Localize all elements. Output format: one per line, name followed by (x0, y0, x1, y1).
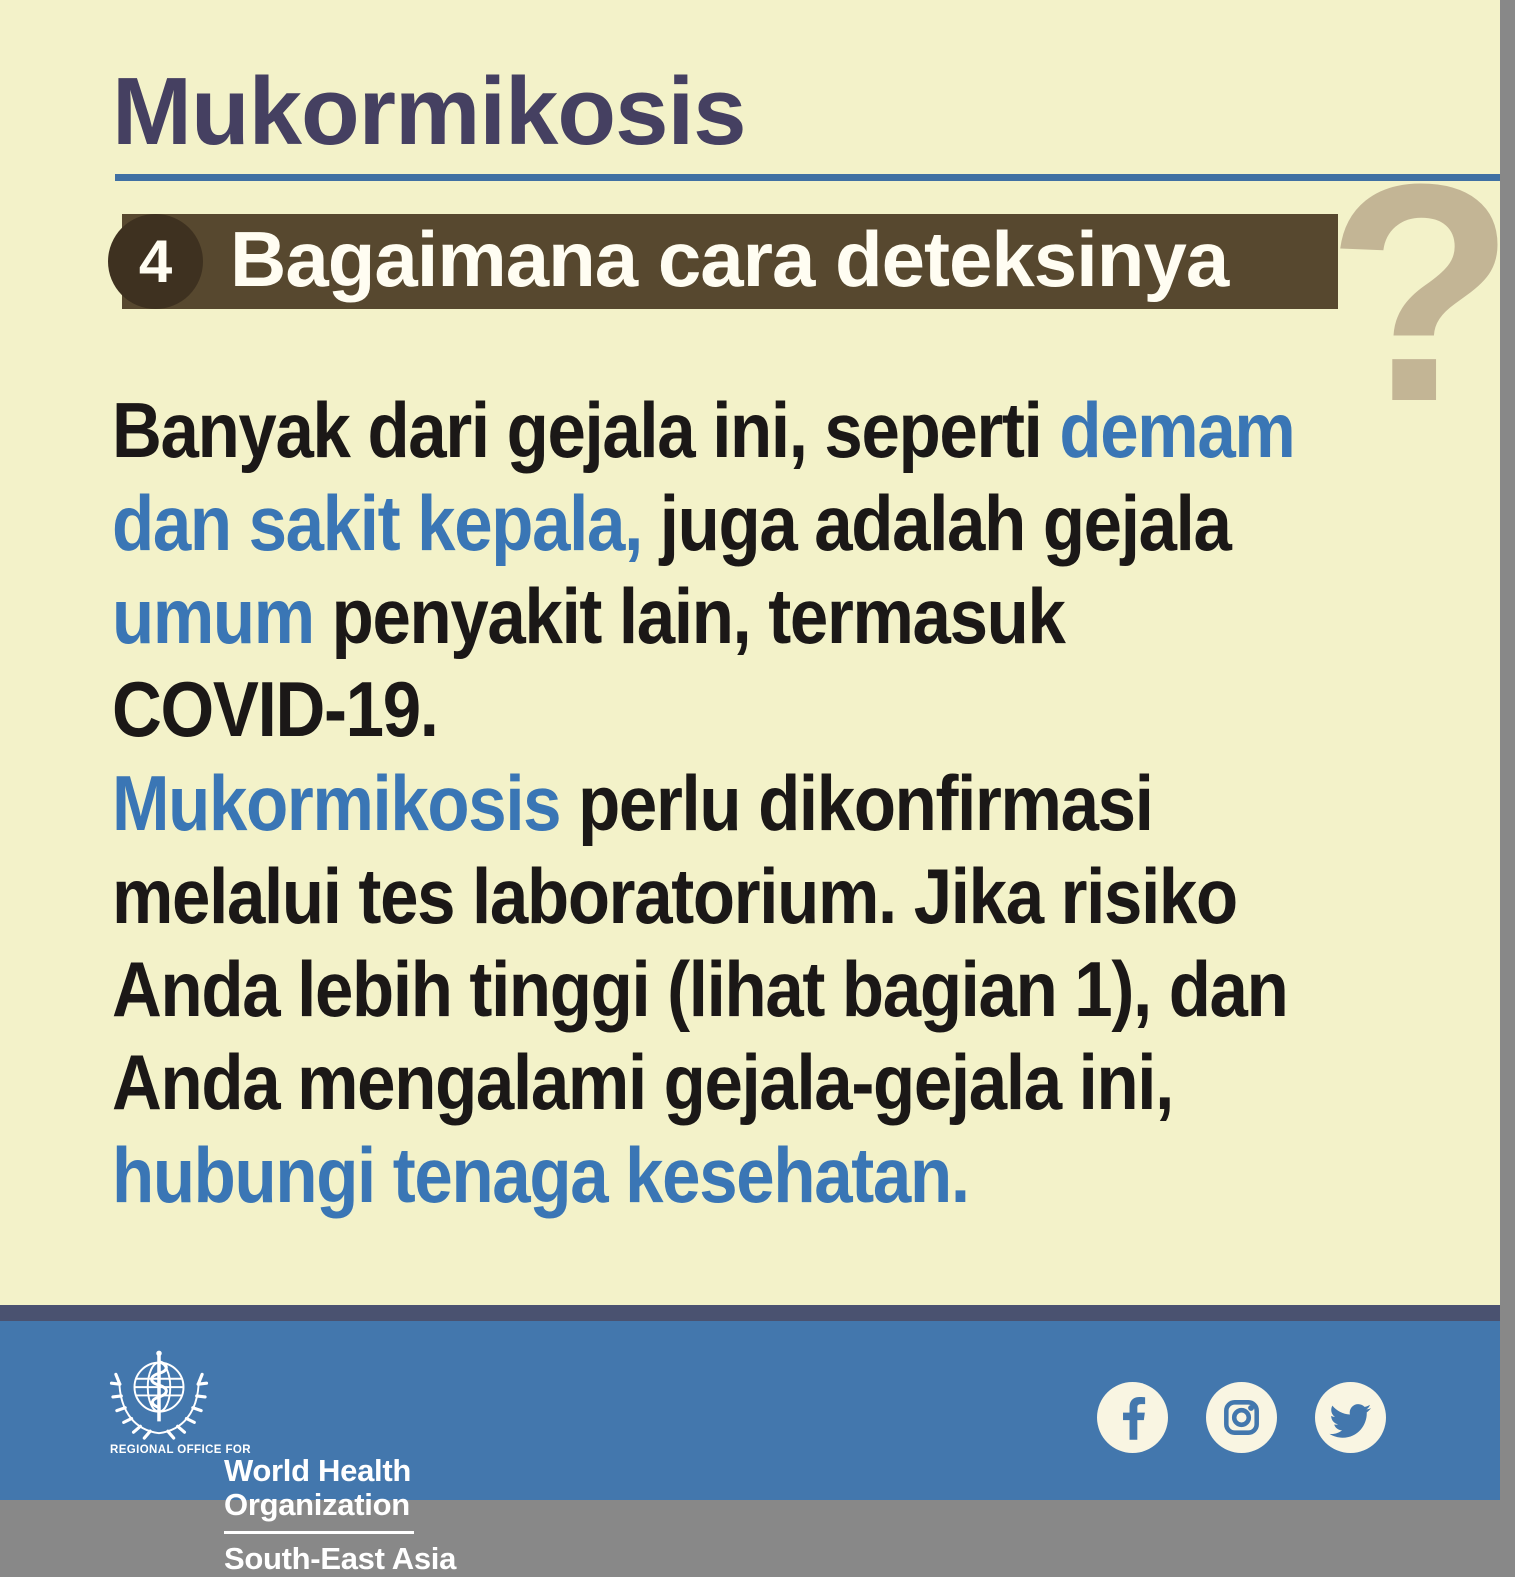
twitter-button[interactable] (1315, 1382, 1386, 1453)
text-segment: juga adalah gejala (641, 479, 1231, 567)
text-segment: Mukormikosis (112, 759, 561, 847)
title-underline (115, 174, 1500, 181)
section-number: 4 (138, 227, 173, 295)
who-logo-divider (224, 1531, 414, 1534)
paragraph-line (112, 477, 1422, 570)
text-segment: melalui tes laboratorium. Jika risiko (112, 852, 1237, 940)
twitter-icon (1315, 1382, 1386, 1453)
who-name-line1: World Health (224, 1453, 412, 1488)
instagram-icon (1206, 1382, 1277, 1453)
page-title: Mukormikosis (112, 58, 746, 165)
text-segment: penyakit lain, termasuk (313, 572, 1065, 660)
paragraph-line (112, 850, 1422, 943)
who-name-line2: Organization (224, 1487, 410, 1522)
question-mark-icon: ? (1326, 119, 1515, 466)
text-segment: perlu dikonfirmasi (560, 759, 1153, 847)
paragraph-confirmation (112, 757, 1422, 1222)
footer-accent-strip (0, 1305, 1500, 1321)
paragraph-line (112, 570, 1422, 663)
instagram-button[interactable] (1206, 1382, 1277, 1453)
text-segment: COVID-19. (112, 665, 438, 753)
section-title: Bagaimana cara deteksinya (230, 214, 1229, 303)
facebook-button[interactable] (1097, 1382, 1168, 1453)
who-emblem-icon (110, 1344, 208, 1442)
social-links (1097, 1382, 1386, 1453)
paragraph-line (112, 943, 1422, 1036)
paragraph-line (112, 1036, 1422, 1129)
who-logo (110, 1344, 456, 1577)
text-segment: Anda lebih tinggi (lihat bagian 1), dan (112, 945, 1288, 1033)
who-region-prefix: REGIONAL OFFICE FOR (110, 1444, 251, 1456)
text-segment: Banyak dari gejala ini, seperti (112, 386, 1060, 474)
text-segment: demam (1059, 386, 1295, 474)
paragraph-line (112, 663, 1422, 756)
text-segment: Anda mengalami gejala-gejala ini, (112, 1038, 1174, 1126)
text-segment: umum (112, 572, 314, 660)
paragraph-line (112, 1129, 1422, 1222)
paragraph-line (112, 384, 1422, 477)
who-region-name: South-East Asia (224, 1541, 457, 1576)
section-banner (122, 214, 1338, 309)
text-segment: hubungi tenaga kesehatan. (112, 1131, 969, 1219)
section-number-badge (108, 214, 203, 309)
paragraph-symptoms (112, 384, 1422, 756)
paragraph-line (112, 757, 1422, 850)
text-segment: dan sakit kepala, (112, 479, 642, 567)
facebook-icon (1097, 1382, 1168, 1453)
